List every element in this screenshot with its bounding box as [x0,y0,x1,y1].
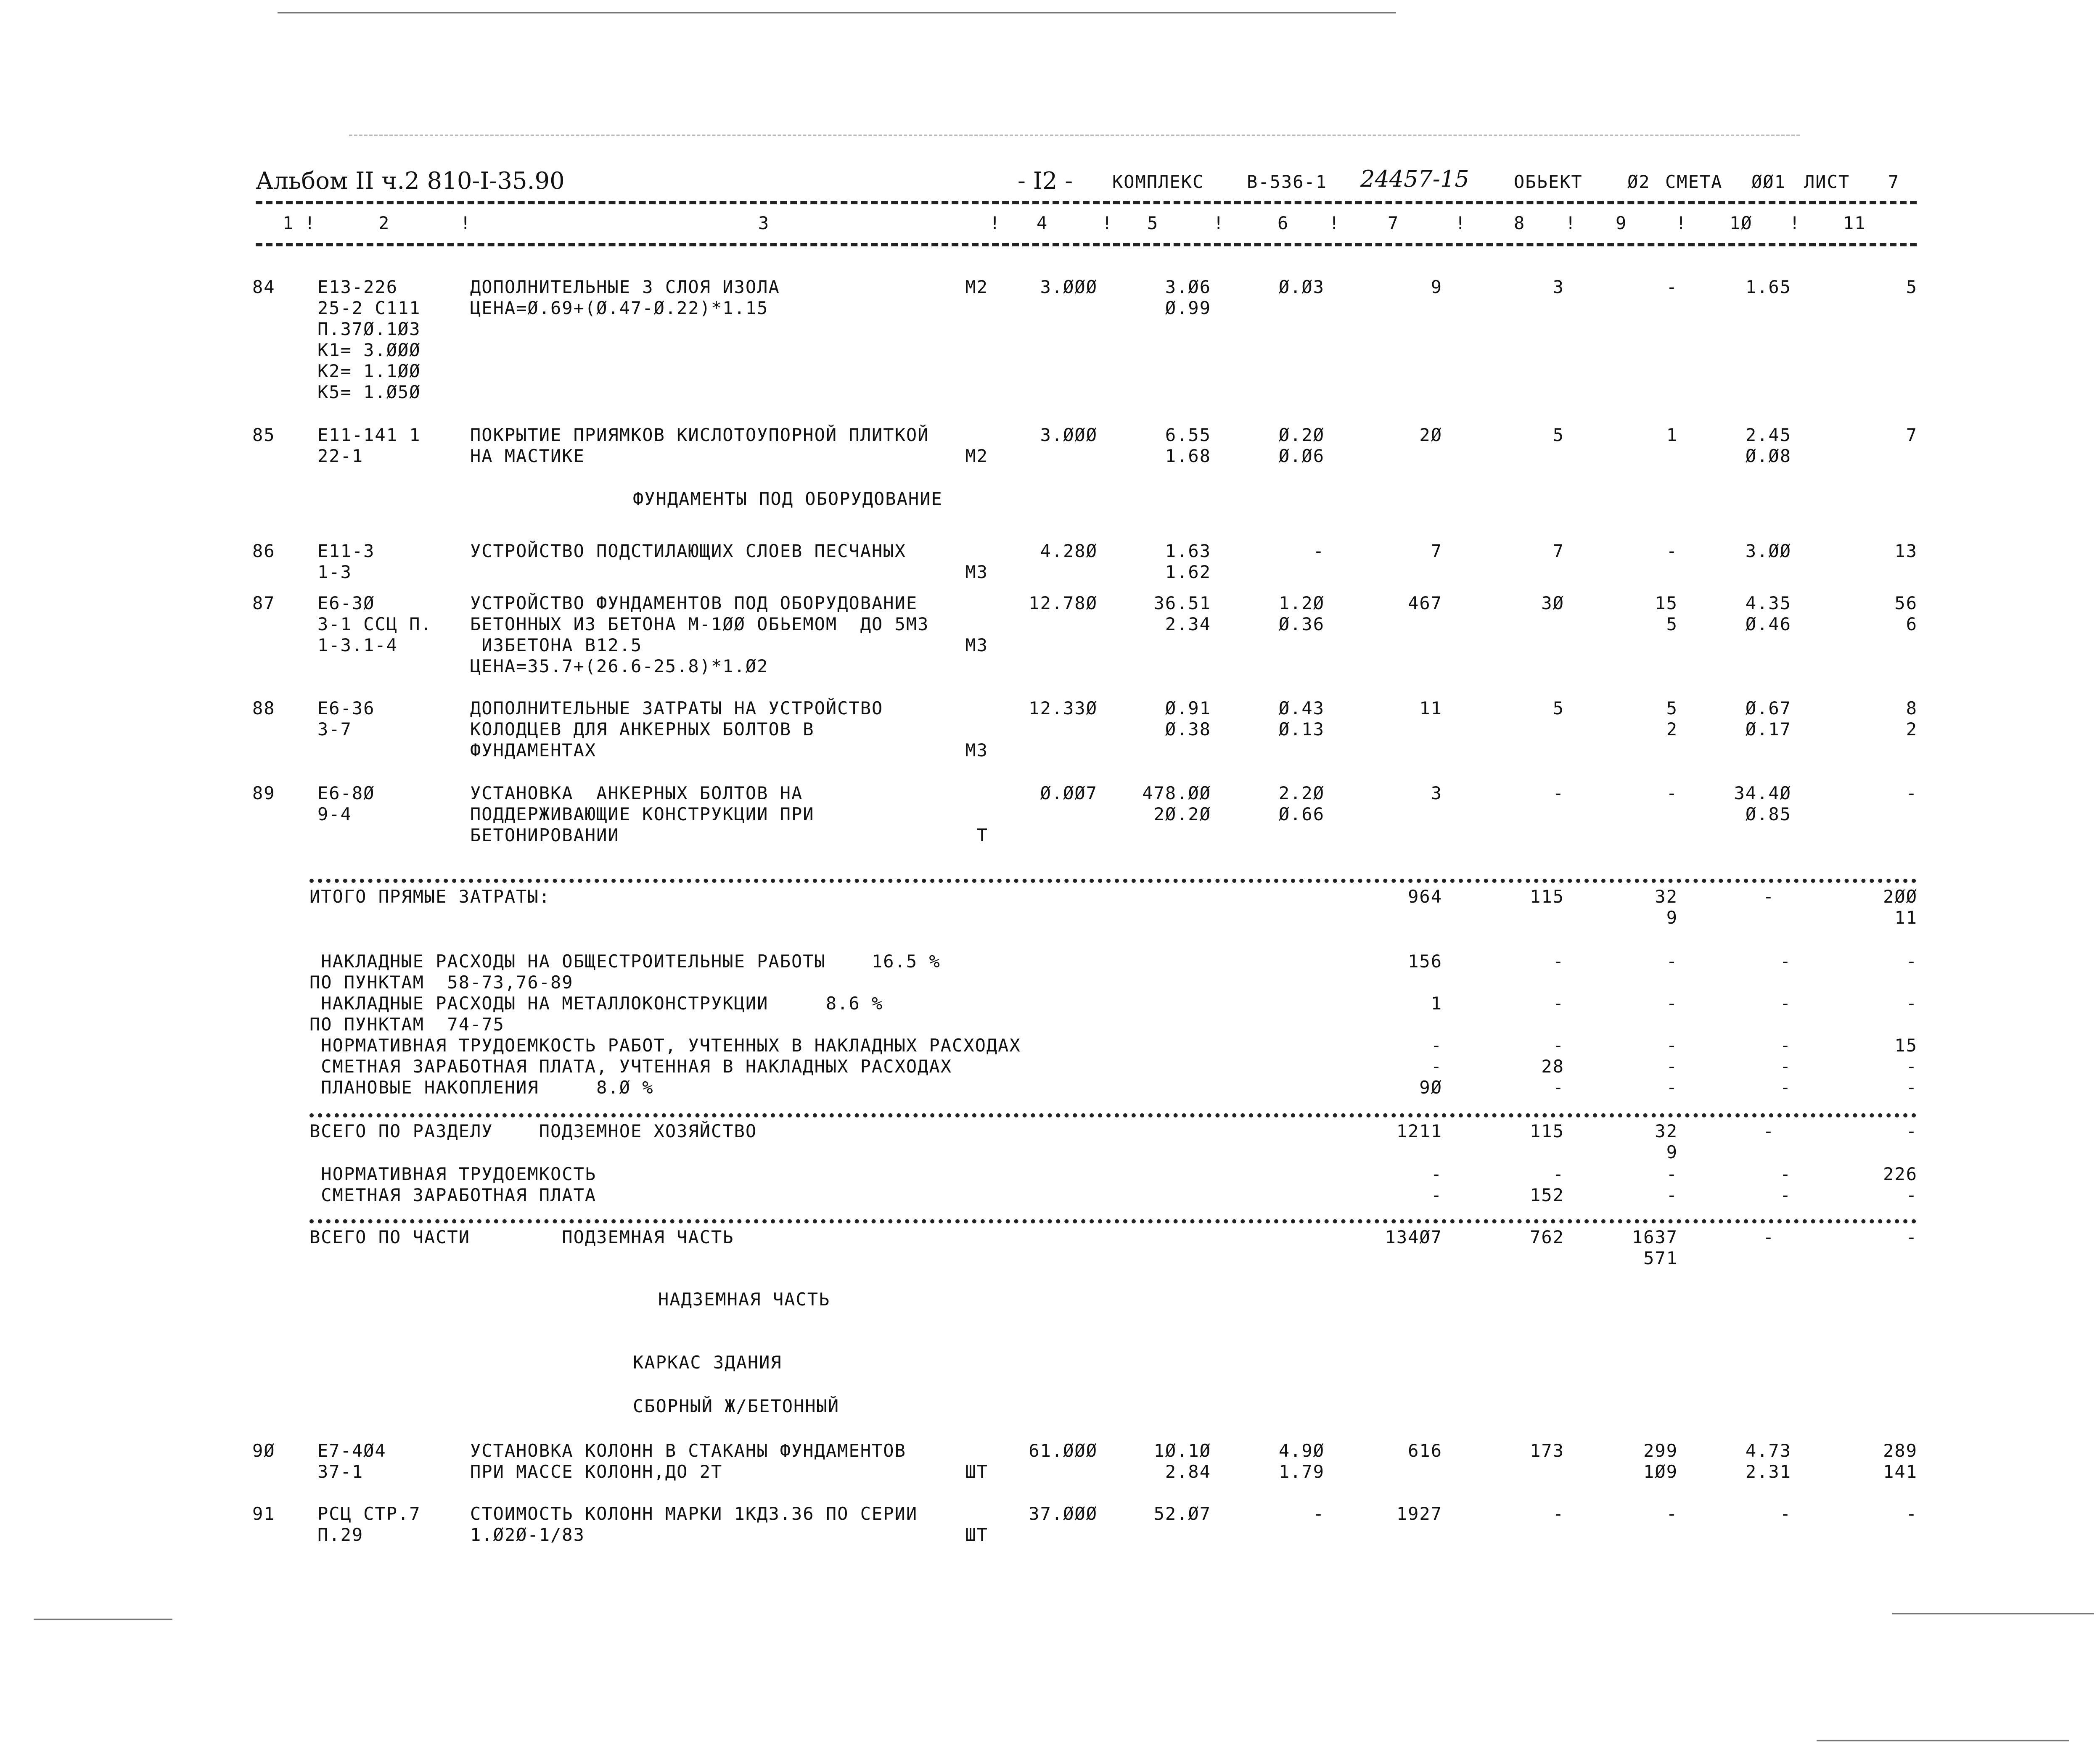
cell-c9: - [1666,1164,1678,1184]
row-code: Е7-4Ø4 [317,1440,386,1461]
cell-c11: - [1906,783,1918,803]
cell-c7: 964 [1408,886,1442,907]
top-rule [278,12,1396,13]
cell-c11: 226 [1883,1164,1918,1184]
cell-c7: 616 [1408,1440,1442,1461]
cell-c7: 7 [1431,541,1442,561]
cell-c7: 3 [1431,783,1442,803]
row-code: 3-7 [317,719,352,740]
cell-c11: - [1906,993,1918,1014]
cell-c9: 5 [1666,698,1678,718]
overhead-label: НОРМАТИВНАЯ ТРУДОЕМКОСТЬ РАБОТ, УЧТЕННЫХ В НАКЛАДНЫХ РАСХОДАХ [309,1035,1021,1056]
row-description: УСТРОЙСТВО ФУНДАМЕНТОВ ПОД ОБОРУДОВАНИЕ [470,593,918,613]
cell-c4: Ø.ØØ7 [1040,783,1098,803]
cell-c11: 6 [1906,614,1918,634]
header-rule [256,243,1917,246]
column-separator: ! [1102,213,1113,233]
cell-c7: 1927 [1396,1503,1442,1524]
cell-c7: 1211 [1396,1121,1442,1141]
cell-c6: Ø.43 [1278,698,1325,718]
cell-c9: - [1666,1056,1678,1077]
cell-c11: 15 [1894,1035,1918,1056]
row-code: 1-3 [317,562,352,582]
row-code: 9-4 [317,804,352,824]
smeta-label: СМЕТА [1665,172,1723,192]
cell-c9: - [1666,1035,1678,1056]
column-separator: ! [1676,213,1687,233]
row-code: Е6-36 [317,698,375,718]
dotted-rule [309,879,1917,883]
cell-c10: - [1763,1121,1775,1141]
overhead-label: НАКЛАДНЫЕ РАСХОДЫ НА МЕТАЛЛОКОНСТРУКЦИИ 8.6 % [309,993,883,1014]
row-description: ПОКРЫТИЕ ПРИЯМКОВ КИСЛОТОУПОРНОЙ ПЛИТКОЙ [470,425,929,445]
column-separator: ! [1789,213,1801,233]
cell-c11: - [1906,1185,1918,1205]
row-description: СТОИМОСТЬ КОЛОНН МАРКИ 1КД3.36 ПО СЕРИИ [470,1503,918,1524]
cell-c11: - [1906,1056,1918,1077]
row-code: К5= 1.Ø5Ø [317,382,421,402]
section-extra-label: НОРМАТИВНАЯ ТРУДОЕМКОСТЬ [309,1164,597,1184]
section-total-label: ВСЕГО ПО РАЗДЕЛУ ПОДЗЕМНОЕ ХОЗЯЙСТВО [309,1121,757,1141]
row-description: ДОПОЛНИТЕЛЬНЫЕ 3 СЛОЯ ИЗОЛА [470,277,780,297]
cell-c7: 467 [1408,593,1442,613]
cell-c8: 173 [1530,1440,1564,1461]
cell-c10: - [1780,1164,1791,1184]
dotted-rule [309,1219,1917,1223]
cell-c10: - [1780,1185,1791,1205]
cell-c10: - [1763,886,1775,907]
row-code: 3-1 ССЦ П. [317,614,432,634]
overhead-label: ПО ПУНКТАМ 58-73,76-89 [309,972,574,993]
row-description: ПОДДЕРЖИВАЮЩИЕ КОНСТРУКЦИИ ПРИ [470,804,815,824]
cell-c10: - [1780,1035,1791,1056]
subsection-heading: СБОРНЫЙ Ж/БЕТОННЫЙ [633,1396,840,1416]
cell-c7: - [1431,1185,1442,1205]
cell-c10: 3.ØØ [1745,541,1791,561]
cell-c4: 12.78Ø [1029,593,1098,613]
row-description: ИЗБЕТОНА В12.5 [470,635,643,655]
column-separator: ! [1565,213,1577,233]
cell-c10: 34.4Ø [1734,783,1791,803]
cell-c9: 15 [1655,593,1678,613]
cell-c5: Ø.91 [1165,698,1211,718]
cell-c9: 1 [1666,425,1678,445]
cell-c6: 2.2Ø [1278,783,1325,803]
cell-c6: Ø.36 [1278,614,1325,634]
cell-c5: 1.63 [1165,541,1211,561]
column-header: 5 [1147,213,1159,233]
cell-c8: 115 [1530,1121,1564,1141]
cell-c4: 61.ØØØ [1029,1440,1098,1461]
cell-c9: 1637 [1632,1227,1678,1247]
cell-c7: 9 [1431,277,1442,297]
cell-c9: 32 [1655,1121,1678,1141]
cell-c10: Ø.85 [1745,804,1791,824]
cell-c7: 9Ø [1419,1077,1442,1098]
cell-c11: - [1906,1077,1918,1098]
cell-c5: 36.51 [1153,593,1211,613]
row-number: 87 [252,593,275,613]
column-header: 3 [758,213,770,233]
overhead-label: ПО ПУНКТАМ 74-75 [309,1014,505,1035]
row-code: Е6-3Ø [317,593,375,613]
cell-c8: 5 [1553,425,1564,445]
cell-c6: Ø.66 [1278,804,1325,824]
section-heading: КАРКАС ЗДАНИЯ [633,1352,782,1373]
row-description: УСТАНОВКА АНКЕРНЫХ БОЛТОВ НА [470,783,803,803]
cell-c11: 7 [1906,425,1918,445]
cell-c8: 5 [1553,698,1564,718]
row-number: 88 [252,698,275,718]
object-value: Ø2 [1627,172,1650,192]
cell-c7: 2Ø [1419,425,1442,445]
cell-c10: 2.31 [1745,1461,1791,1482]
cell-c11: 289 [1883,1440,1918,1461]
cell-c11: - [1906,1227,1918,1247]
cell-c5: Ø.99 [1165,298,1211,318]
section-extra-label: СМЕТНАЯ ЗАРАБОТНАЯ ПЛАТА [309,1185,597,1205]
sheet-value: 7 [1888,172,1900,192]
row-unit: ШТ [965,1461,988,1482]
row-unit: Т [976,825,988,845]
cell-c5: Ø.38 [1165,719,1211,740]
cell-c11: 11 [1894,907,1918,928]
cell-c5: 2Ø.2Ø [1153,804,1211,824]
cell-c4: 3.ØØØ [1040,277,1098,297]
cell-c9: - [1666,1503,1678,1524]
cell-c8: 28 [1541,1056,1564,1077]
row-code: 25-2 С111 [317,298,421,318]
cell-c9: - [1666,541,1678,561]
part-total-label: ВСЕГО ПО ЧАСТИ ПОДЗЕМНАЯ ЧАСТЬ [309,1227,734,1247]
row-code: П.37Ø.1Ø3 [317,319,421,339]
row-code: Е13-226 [317,277,398,297]
cell-c9: 9 [1666,1142,1678,1162]
cell-c8: - [1553,1503,1564,1524]
cell-c8: 7 [1553,541,1564,561]
cell-c9: 299 [1643,1440,1678,1461]
cell-c11: 8 [1906,698,1918,718]
column-header: 11 [1843,213,1866,233]
cell-c7: 156 [1408,951,1442,972]
cell-c5: 52.Ø7 [1153,1503,1211,1524]
cell-c6: 4.9Ø [1278,1440,1325,1461]
column-separator: ! [304,213,316,233]
cell-c11: - [1906,1503,1918,1524]
cell-c8: 115 [1530,886,1564,907]
cell-c6: 1.79 [1278,1461,1325,1482]
row-code: 1-3.1-4 [317,635,398,655]
cell-c5: 2.34 [1165,614,1211,634]
cell-c9: 1Ø9 [1643,1461,1678,1482]
row-unit: М3 [965,562,988,582]
cell-c10: - [1780,951,1791,972]
cell-c8: 3 [1553,277,1564,297]
row-code: К2= 1.1ØØ [317,361,421,381]
cell-c6: Ø.Ø6 [1278,446,1325,466]
row-code: 22-1 [317,446,364,466]
cell-c8: - [1553,1164,1564,1184]
cell-c9: 32 [1655,886,1678,907]
row-description: УСТРОЙСТВО ПОДСТИЛАЮЩИХ СЛОЕВ ПЕСЧАНЫХ [470,541,906,561]
column-header: 8 [1514,213,1526,233]
column-header: 4 [1037,213,1048,233]
row-unit: М2 [965,277,988,297]
cell-c7: 134Ø7 [1385,1227,1442,1247]
scan-artifact-line [1817,1740,2069,1741]
row-description: ЦЕНА=Ø.69+(Ø.47-Ø.22)*1.15 [470,298,769,318]
cell-c5: 1Ø.1Ø [1153,1440,1211,1461]
row-unit: ШТ [965,1524,988,1545]
kompleks-code: В-536-1 [1247,172,1328,192]
row-number: 86 [252,541,275,561]
album-title: Альбом II ч.2 810-I-35.90 [256,167,565,195]
cell-c9: 5 [1666,614,1678,634]
overhead-label: НАКЛАДНЫЕ РАСХОДЫ НА ОБЩЕСТРОИТЕЛЬНЫЕ РАБОТЫ 16.5 % [309,951,941,972]
column-separator: ! [1455,213,1467,233]
sheet-label: ЛИСТ [1804,172,1850,192]
row-description: ФУНДАМЕНТАХ [470,740,597,761]
row-number: 84 [252,277,275,297]
column-header: 7 [1388,213,1399,233]
row-description: БЕТОННЫХ ИЗ БЕТОНА М-1ØØ ОБЬЕМОМ ДО 5М3 [470,614,929,634]
cell-c9: - [1666,1185,1678,1205]
row-description: ДОПОЛНИТЕЛЬНЫЕ ЗАТРАТЫ НА УСТРОЙСТВО [470,698,883,718]
cell-c10: - [1780,1056,1791,1077]
cell-c11: 2ØØ [1883,886,1918,907]
cell-c11: 5 [1906,277,1918,297]
cell-c4: 37.ØØØ [1029,1503,1098,1524]
cell-c4: 4.28Ø [1040,541,1098,561]
column-header: 6 [1277,213,1289,233]
cell-c11: 141 [1883,1461,1918,1482]
scan-artifact-line [349,135,1800,136]
overhead-label: ПЛАНОВЫЕ НАКОПЛЕНИЯ 8.Ø % [309,1077,654,1098]
row-unit: М2 [965,446,988,466]
handwritten-number: 24457-15 [1360,166,1469,192]
cell-c7: - [1431,1035,1442,1056]
row-description: 1.Ø2Ø-1/83 [470,1524,585,1545]
cell-c9: - [1666,1077,1678,1098]
cell-c8: 3Ø [1541,593,1564,613]
part-heading: НАДЗЕМНАЯ ЧАСТЬ [658,1289,830,1310]
cell-c11: 56 [1894,593,1918,613]
cell-c8: - [1553,951,1564,972]
cell-c8: - [1553,783,1564,803]
cell-c6: 1.2Ø [1278,593,1325,613]
cell-c7: - [1431,1056,1442,1077]
cell-c10: 4.35 [1745,593,1791,613]
cell-c11: - [1906,951,1918,972]
cell-c9: - [1666,277,1678,297]
cell-c9: 2 [1666,719,1678,740]
cell-c5: 6.55 [1165,425,1211,445]
section-heading: ФУНДАМЕНТЫ ПОД ОБОРУДОВАНИЕ [633,489,943,509]
cell-c4: 12.33Ø [1029,698,1098,718]
cell-c8: - [1553,993,1564,1014]
cell-c10: - [1763,1227,1775,1247]
cell-c10: Ø.67 [1745,698,1791,718]
smeta-value: ØØ1 [1751,172,1786,192]
cell-c7: 11 [1419,698,1442,718]
column-separator: ! [460,213,472,233]
cell-c6: - [1313,541,1325,561]
cell-c6: Ø.Ø3 [1278,277,1325,297]
dotted-rule [309,1113,1917,1117]
row-description: НА МАСТИКЕ [470,446,585,466]
column-header: 1 [283,213,294,233]
header-rule [256,201,1917,204]
kompleks-label: КОМПЛЕКС [1112,172,1204,192]
scan-artifact-line [1892,1613,2094,1614]
cell-c10: - [1780,1503,1791,1524]
cell-c10: Ø.46 [1745,614,1791,634]
overhead-label: СМЕТНАЯ ЗАРАБОТНАЯ ПЛАТА, УЧТЕННАЯ В НАКЛАДНЫХ РАСХОДАХ [309,1056,952,1077]
cell-c10: Ø.17 [1745,719,1791,740]
column-separator: ! [989,213,1001,233]
cell-c9: - [1666,951,1678,972]
cell-c4: 3.ØØØ [1040,425,1098,445]
cell-c8: 762 [1530,1227,1564,1247]
column-separator: ! [1329,213,1341,233]
row-number: 9Ø [252,1440,275,1461]
cell-c8: - [1553,1077,1564,1098]
cell-c10: - [1780,1077,1791,1098]
cell-c10: 4.73 [1745,1440,1791,1461]
cell-c6: - [1313,1503,1325,1524]
cell-c9: - [1666,783,1678,803]
column-header: 2 [378,213,390,233]
column-header: 1Ø [1730,213,1753,233]
row-code: Е11-3 [317,541,375,561]
row-description: ПРИ МАССЕ КОЛОНН,ДО 2Т [470,1461,723,1482]
cell-c5: 1.68 [1165,446,1211,466]
cell-c10: 2.45 [1745,425,1791,445]
object-label: ОБЬЕКТ [1514,172,1583,192]
cell-c11: 2 [1906,719,1918,740]
cell-c9: 9 [1666,907,1678,928]
cell-c11: - [1906,1121,1918,1141]
cell-c8: - [1553,1035,1564,1056]
cell-c6: Ø.13 [1278,719,1325,740]
cell-c9: 571 [1643,1248,1678,1268]
cell-c7: - [1431,1164,1442,1184]
scan-artifact-line [34,1619,172,1620]
column-separator: ! [1213,213,1225,233]
row-code: П.29 [317,1524,364,1545]
cell-c10: 1.65 [1745,277,1791,297]
direct-costs-label: ИТОГО ПРЯМЫЕ ЗАТРАТЫ: [309,886,551,907]
row-description: ЦЕНА=35.7+(26.6-25.8)*1.Ø2 [470,656,769,676]
cell-c10: - [1780,993,1791,1014]
cell-c6: Ø.2Ø [1278,425,1325,445]
row-description: УСТАНОВКА КОЛОНН В СТАКАНЫ ФУНДАМЕНТОВ [470,1440,906,1461]
row-code: Е11-141 1 [317,425,421,445]
row-description: БЕТОНИРОВАНИИ [470,825,619,845]
cell-c5: 2.84 [1165,1461,1211,1482]
row-unit: М3 [965,740,988,761]
cell-c11: 13 [1894,541,1918,561]
row-number: 89 [252,783,275,803]
cell-c5: 478.ØØ [1142,783,1211,803]
cell-c8: 152 [1530,1185,1564,1205]
row-code: Е6-8Ø [317,783,375,803]
cell-c10: Ø.Ø8 [1745,446,1791,466]
row-code: К1= 3.ØØØ [317,340,421,360]
row-description: КОЛОДЦЕВ ДЛЯ АНКЕРНЫХ БОЛТОВ В [470,719,815,740]
cell-c5: 3.Ø6 [1165,277,1211,297]
cell-c9: - [1666,993,1678,1014]
page-number: - I2 - [1018,167,1073,195]
row-code: РСЦ СТР.7 [317,1503,421,1524]
row-code: 37-1 [317,1461,364,1482]
row-number: 85 [252,425,275,445]
row-number: 91 [252,1503,275,1524]
cell-c7: 1 [1431,993,1442,1014]
cell-c5: 1.62 [1165,562,1211,582]
column-header: 9 [1616,213,1627,233]
row-unit: М3 [965,635,988,655]
